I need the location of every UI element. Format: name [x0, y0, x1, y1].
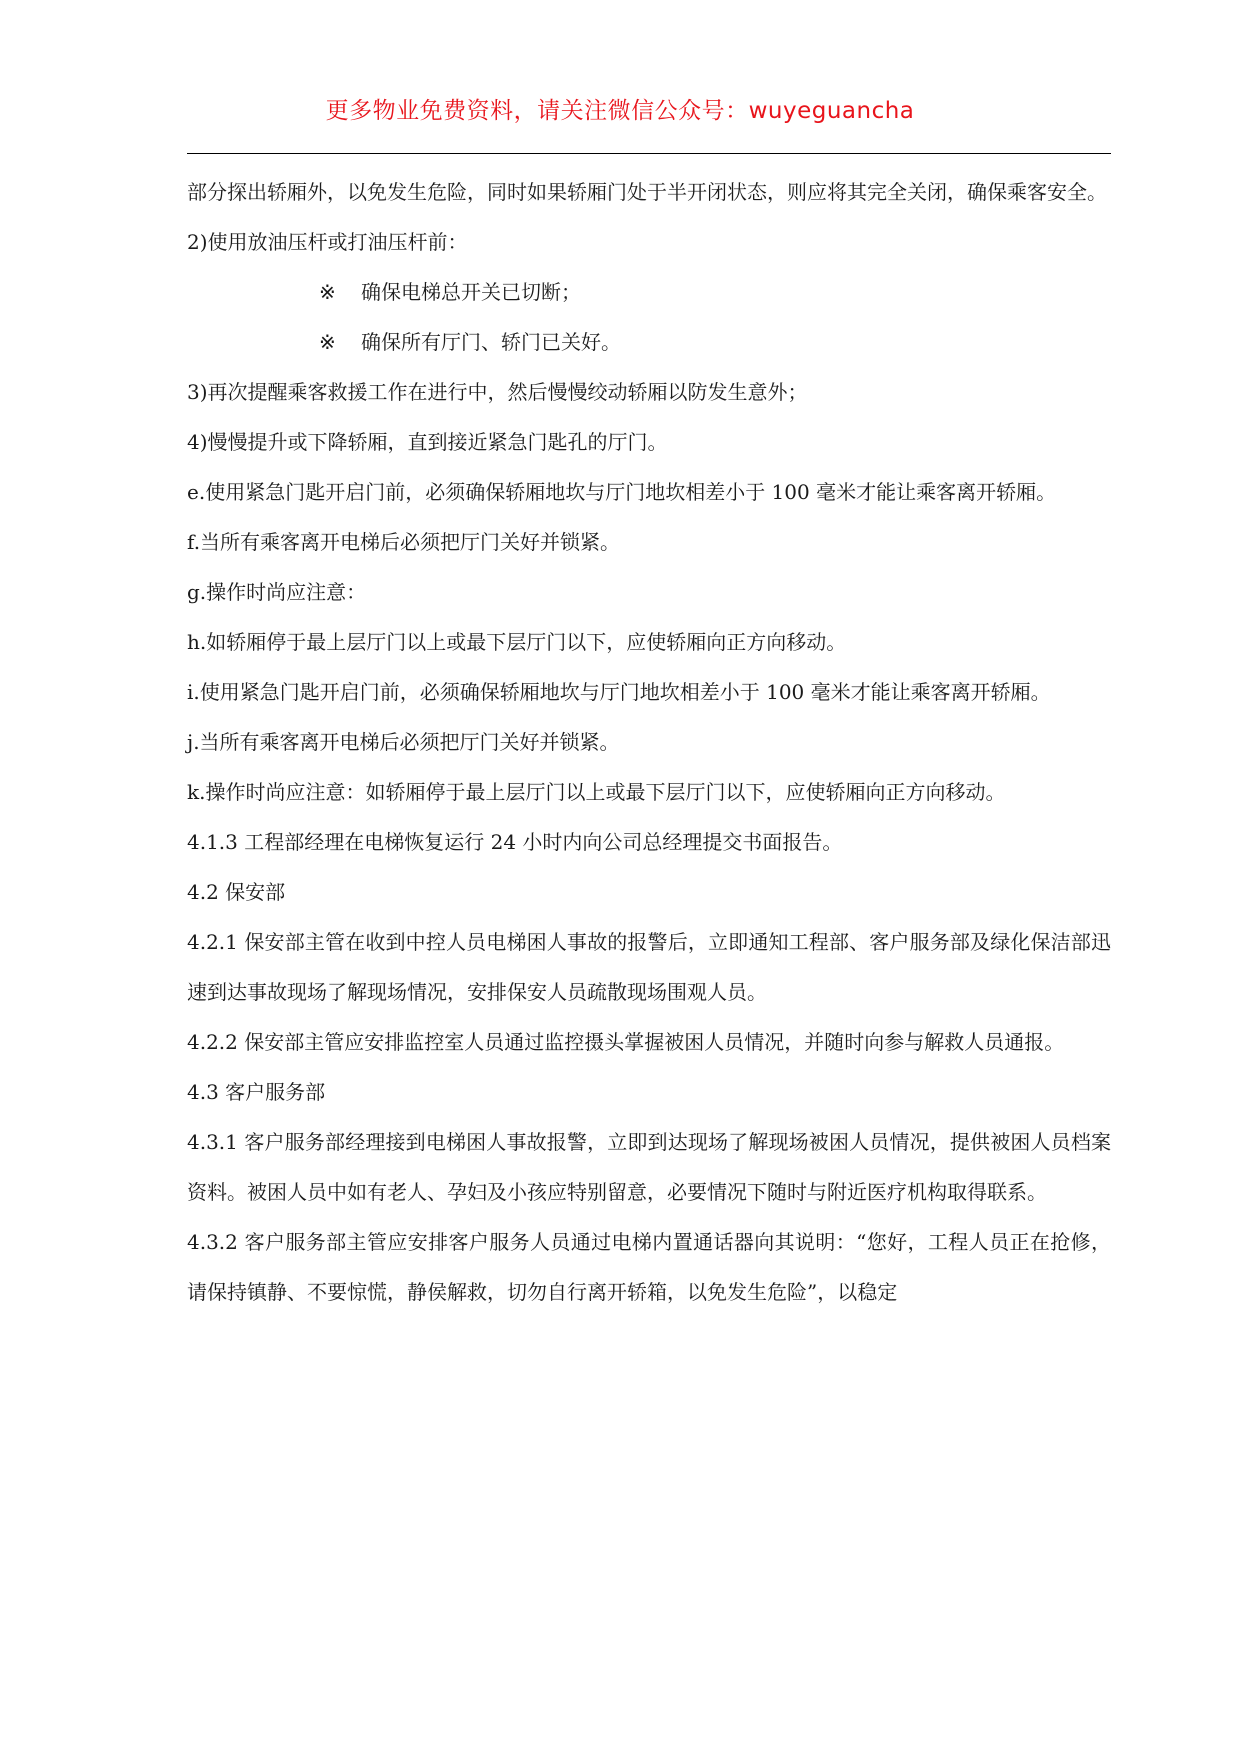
paragraph: h.如轿厢停于最上层厅门以上或最下层厅门以下，应使轿厢向正方向移动。 — [187, 630, 847, 654]
paragraph: g.操作时尚应注意： — [187, 580, 367, 604]
paragraph: f.当所有乘客离开电梯后必须把厅门关好并锁紧。 — [187, 530, 621, 554]
bullet-text: 确保电梯总开关已切断； — [361, 280, 581, 304]
paragraph: e.使用紧急门匙开启门前，必须确保轿厢地坎与厅门地坎相差小于 100 毫米才能让乘客离开轿厢。 — [187, 480, 1057, 504]
paragraph: 3)再次提醒乘客救援工作在进行中，然后慢慢绞动轿厢以防发生意外； — [187, 380, 808, 404]
paragraph: 4.2.2 保安部主管应安排监控室人员通过监控摄头掌握被困人员情况，并随时向参与解救人员通报。 — [187, 1030, 1065, 1054]
reference-mark-icon: ※ — [319, 280, 336, 304]
reference-mark-icon: ※ — [319, 330, 336, 354]
document-body — [187, 167, 1111, 1317]
paragraph: 4.3.2 客户服务部主管应安排客户服务人员通过电梯内置通话器向其说明：“您好，工程人员正在抢修，请保持镇静、不要惊慌，静侯解救，切勿自行离开轿箱，以免发生危险”，以稳定 — [187, 1230, 1111, 1304]
bullet-item — [187, 267, 1111, 317]
section-heading: 4.2 保安部 — [187, 880, 286, 904]
paragraph: j.当所有乘客离开电梯后必须把厅门关好并锁紧。 — [187, 730, 620, 754]
paragraph: i.使用紧急门匙开启门前，必须确保轿厢地坎与厅门地坎相差小于 100 毫米才能让乘客离开轿厢。 — [187, 680, 1051, 704]
section-heading: 4.3 客户服务部 — [187, 1080, 326, 1104]
paragraph: k.操作时尚应注意：如轿厢停于最上层厅门以上或最下层厅门以下，应使轿厢向正方向移动。 — [187, 780, 1006, 804]
header-divider — [187, 153, 1111, 154]
paragraph: 部分探出轿厢外，以免发生危险，同时如果轿厢门处于半开闭状态，则应将其完全关闭，确保乘客安全。 — [187, 180, 1107, 204]
paragraph: 4.3.1 客户服务部经理接到电梯困人事故报警，立即到达现场了解现场被困人员情况，提供被困人员档案资料。被困人员中如有老人、孕妇及小孩应特别留意，必要情况下随时与附近医疗机构取得联系。 — [187, 1130, 1111, 1204]
paragraph: 4)慢慢提升或下降轿厢，直到接近紧急门匙孔的厅门。 — [187, 430, 668, 454]
paragraph: 2)使用放油压杆或打油压杆前： — [187, 230, 468, 254]
bullet-item — [187, 317, 1111, 367]
paragraph: 4.2.1 保安部主管在收到中控人员电梯困人事故的报警后，立即通知工程部、客户服务部及绿化保洁部迅速到达事故现场了解现场情况，安排保安人员疏散现场围观人员。 — [187, 930, 1111, 1004]
paragraph: 4.1.3 工程部经理在电梯恢复运行 24 小时内向公司总经理提交书面报告。 — [187, 830, 843, 854]
page-header-banner: 更多物业免费资料，请关注微信公众号：wuyeguancha — [325, 98, 915, 124]
bullet-text: 确保所有厅门、轿门已关好。 — [361, 330, 621, 354]
